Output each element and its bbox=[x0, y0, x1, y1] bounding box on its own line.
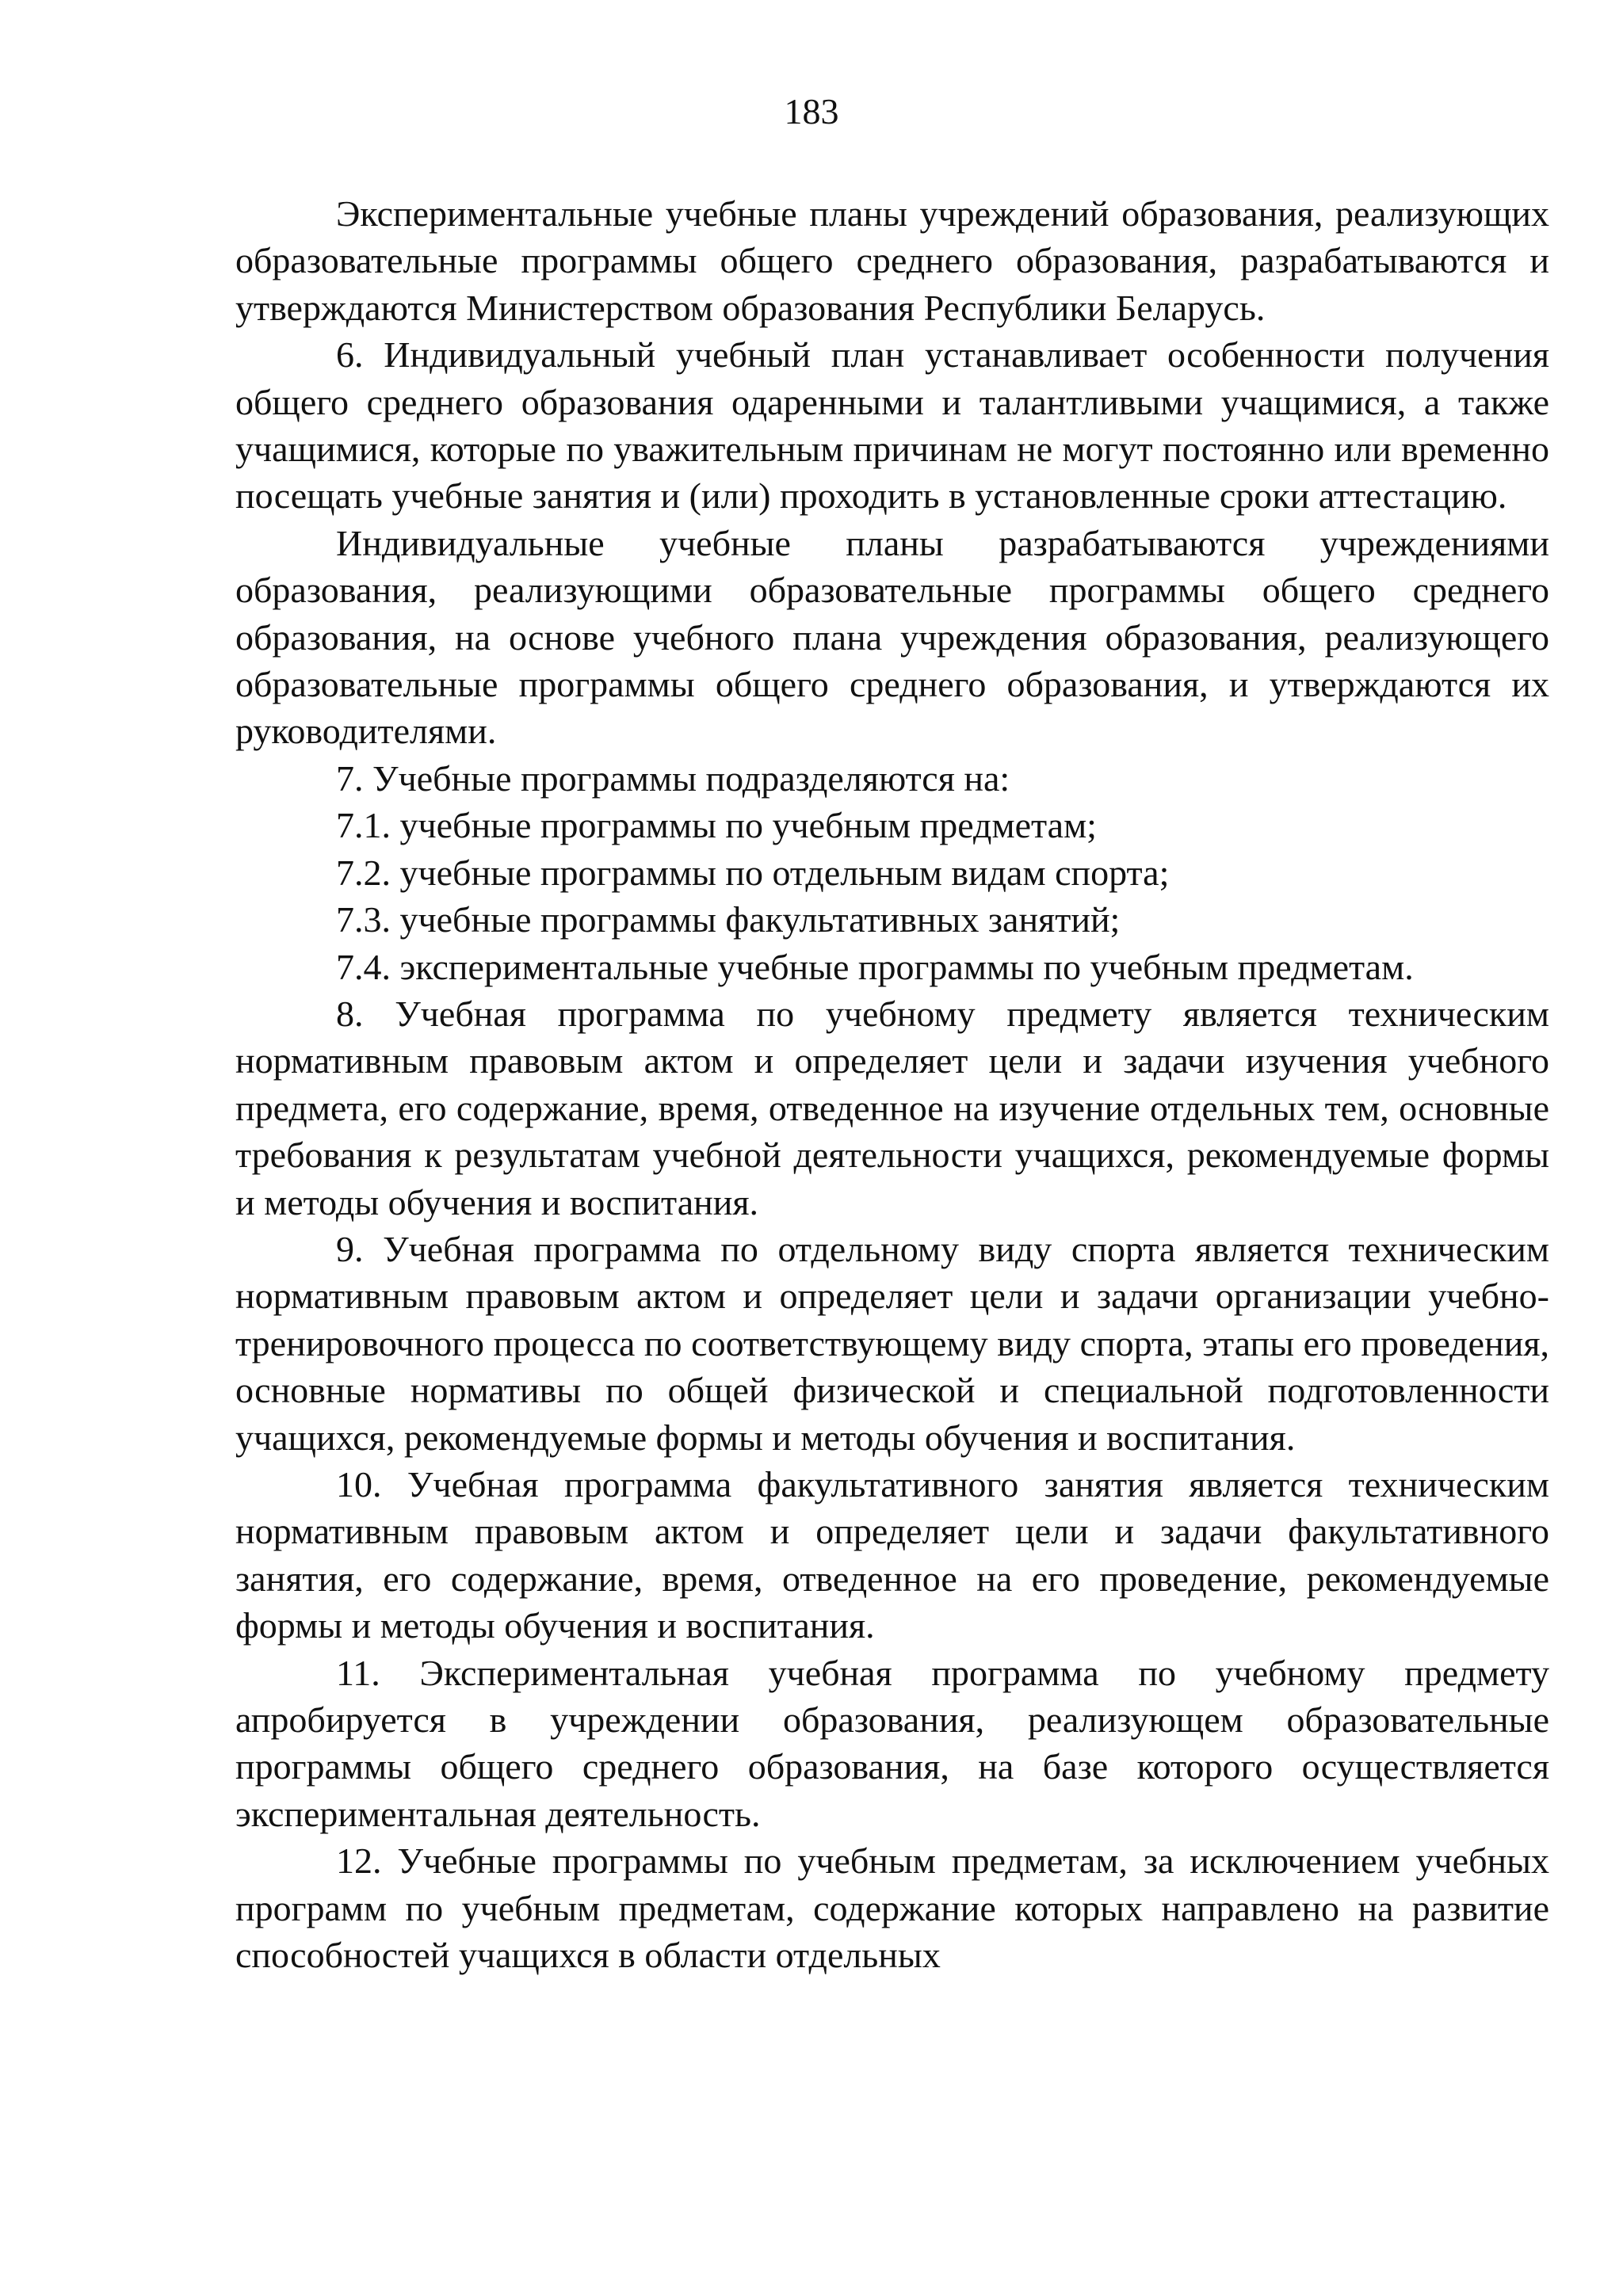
paragraph-item-8: 8. Учебная программа по учебному предмету является техническим нормативным правовым актом и определяет цели и задачи изучения учебного предмета, его содержание, время, отведенное на изучение отдельных тем, основные требования к результатам учебной деятельности учащихся, рекомендуемые формы и методы обучения и воспитания. bbox=[235, 993, 1549, 1222]
paragraph-item-7: 7. Учебные программы подразделяются на: bbox=[336, 757, 1010, 799]
paragraph-item-7-1: 7.1. учебные программы по учебным предметам; bbox=[336, 805, 1097, 846]
page-number: 183 bbox=[784, 91, 839, 132]
paragraph-item-7-4: 7.4. экспериментальные учебные программы по учебным предметам. bbox=[336, 946, 1414, 987]
paragraph-item-7-3: 7.3. учебные программы факультативных занятий; bbox=[336, 899, 1121, 940]
paragraph-item-6: 6. Индивидуальный учебный план устанавливает особенности получения общего среднего образования одаренными и талантливыми учащимися, а также учащимися, которые по уважительным причинам не могут постоянно или временно посещать учебные занятия и (или) проходить в установленные сроки аттестацию. bbox=[235, 334, 1549, 517]
paragraph-item-10: 10. Учебная программа факультативного занятия является техническим нормативным правовым актом и определяет цели и задачи факультативного занятия, его содержание, время, отведенное на его проведение, рекомендуемые формы и методы обучения и воспитания. bbox=[235, 1463, 1549, 1646]
paragraph-item-12: 12. Учебные программы по учебным предметам, за исключением учебных программ по учебным предметам, содержание которых направлено на развитие способностей учащихся в области отдельных bbox=[235, 1840, 1549, 1976]
paragraph-experimental-plans: Экспериментальные учебные планы учреждений образования, реализующих образовательные программы общего среднего образования, разрабатываются и утверждаются Министерством образования Республики Беларусь. bbox=[235, 193, 1549, 328]
paragraph-item-9: 9. Учебная программа по отдельному виду спорта является техническим нормативным правовым актом и определяет цели и задачи организации учебно-тренировочного процесса по соответствующему виду спорта, этапы его проведения, основные нормативы по общей физической и специальной подготовленности учащихся, рекомендуемые формы и методы обучения и воспитания. bbox=[235, 1228, 1549, 1458]
paragraph-item-11: 11. Экспериментальная учебная программа по учебному предмету апробируется в учреждении образования, реализующем образовательные программы общего среднего образования, на базе которого осуществляется экспериментальная деятельность. bbox=[235, 1652, 1549, 1834]
document-body bbox=[235, 190, 1549, 1978]
paragraph-item-7-2: 7.2. учебные программы по отдельным видам спорта; bbox=[336, 852, 1170, 893]
paragraph-individual-plans: Индивидуальные учебные планы разрабатываются учреждениями образования, реализующими образовательные программы общего среднего образования, на основе учебного плана учреждения образования, реализующего образовательные программы общего среднего образования, и утверждаются их руководителями. bbox=[235, 522, 1549, 752]
